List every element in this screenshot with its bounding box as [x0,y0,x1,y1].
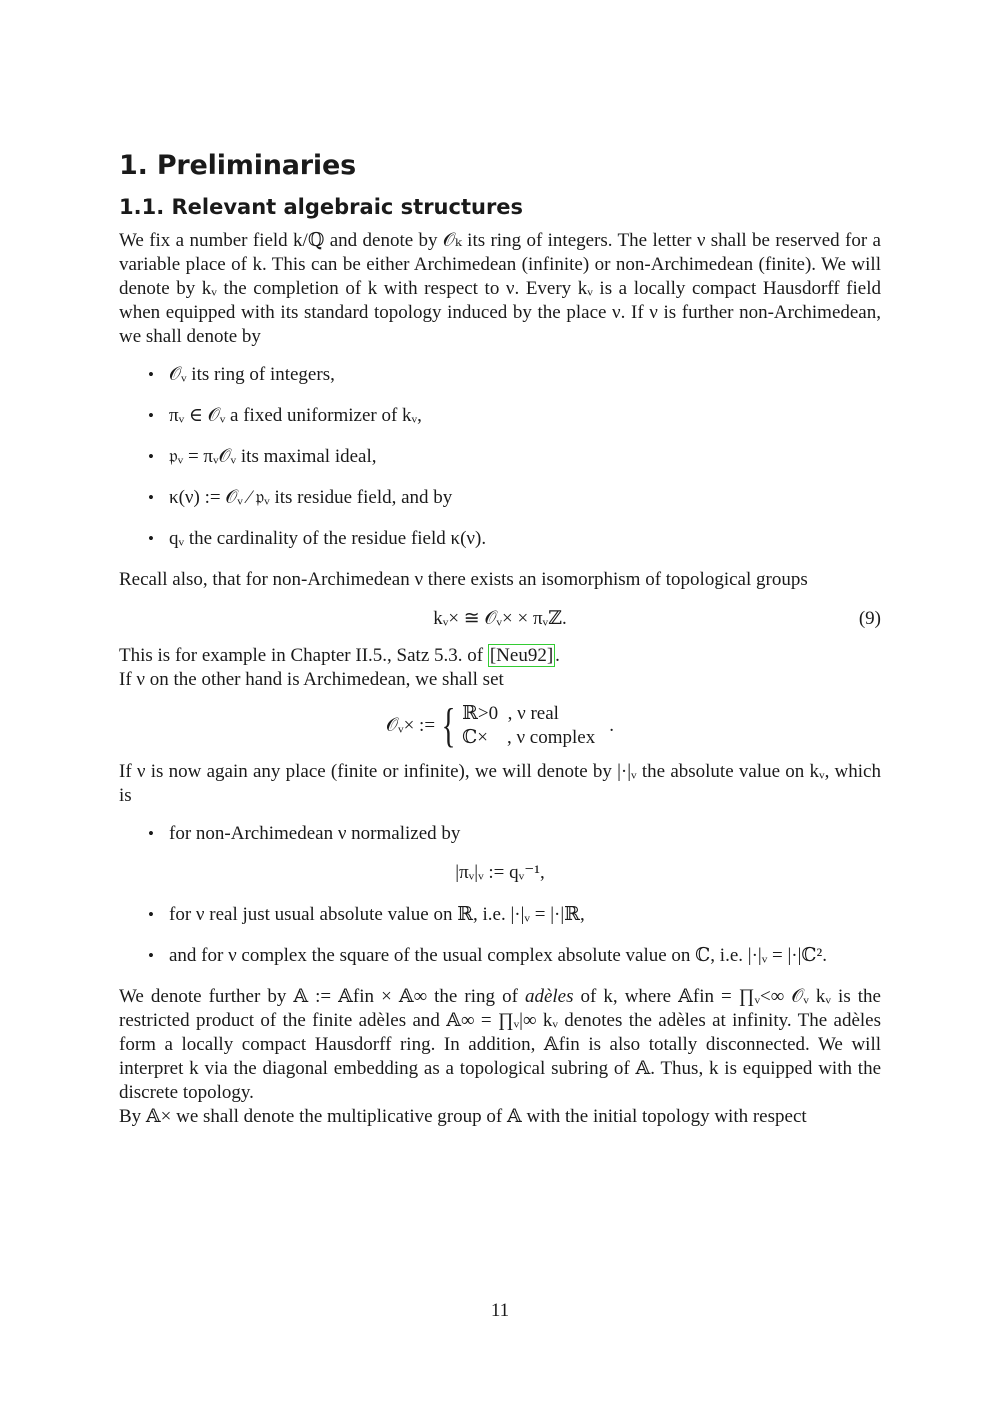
equation-number: (9) [858,608,881,629]
paragraph-adeles [119,985,881,1105]
equation-cases [119,699,881,752]
equation-abs [119,860,881,886]
case-value: ℂ× [462,727,488,748]
case-rows [462,702,595,750]
cases-end: . [609,715,614,736]
cases-lhs: 𝒪ᵥ× := [386,715,436,736]
paragraph-intro: We fix a number field k/ℚ and denote by 𝒪ₖ its ring of integers. The letter ν shall be reserved for a variable place of k. This can be either Archimedean (infinite) or non-Archimedean (finite). We will denote by kᵥ the completion of k with respect to ν. Every kᵥ is a locally compact Hausdorff field when equipped with its standard topology induced by the place ν. If ν is further non-Archimedean, we shall denote by [119,230,881,347]
list-item: • for ν real just usual absolute value on ℝ, i.e. |·|ᵥ = |·|ℝ, [119,903,881,927]
cases-block [386,699,614,752]
case-condition: , ν complex [506,727,596,748]
list-item-text: for non-Archimedean ν normalized by [169,823,461,844]
paragraph-absolute-value: If ν is now again any place (finite or infinite), we will denote by |·|ᵥ the absolute value on kᵥ, which is [119,761,881,806]
equation-abs-body: |πᵥ|ᵥ := qᵥ⁻¹, [455,862,545,883]
equation-9 [119,606,881,632]
adeles-text-before: We denote further by 𝔸 := 𝔸fin × 𝔸∞ the ring of [119,986,525,1007]
paragraph-reference [119,644,881,668]
nonarchimedean-list [119,363,881,551]
case-value: ℝ>0 [462,703,499,724]
case-condition: , ν real [507,703,559,724]
paragraph-isomorphism: Recall also, that for non-Archimedean ν there exists an isomorphism of topological groups [119,569,808,590]
list-item [119,822,881,886]
page-content [119,150,881,1129]
list-item: • 𝔭ᵥ = πᵥ𝒪ᵥ its maximal ideal, [119,445,881,469]
paragraph-archimedean: If ν on the other hand is Archimedean, we shall set [119,669,504,690]
list-item: • qᵥ the cardinality of the residue field κ(ν). [119,527,881,551]
citation-link[interactable]: [Neu92] [489,645,554,666]
reference-text-after: . [555,645,560,666]
page-number: 11 [490,1300,510,1321]
adeles-term: adèles [524,986,574,1007]
adeles-text-after: of k, where 𝔸fin = ∏ᵥ<∞ 𝒪ᵥ kᵥ is the restricted product of the finite adèles and 𝔸∞ = ∏ᵥ|∞ kᵥ denotes the adèles at infinity. The adèles form a locally compact Hausdorff ring. In addition, 𝔸fin is also totally disconnected. We will interpret k via the diagonal embedding as a topological subring of 𝔸. Thus, k is equipped with the discrete topology. [119,986,881,1103]
brace-icon: { [441,699,456,752]
reference-text-before: This is for example in Chapter II.5., Satz 5.3. of [119,645,488,666]
absolute-value-list [119,822,881,968]
equation-9-body: kᵥ× ≅ 𝒪ᵥ× × πᵥℤ. [433,608,567,629]
list-item: • πᵥ ∈ 𝒪ᵥ a fixed uniformizer of kᵥ, [119,404,881,428]
list-item: • and for ν complex the square of the usual complex absolute value on ℂ, i.e. |·|ᵥ = |·|ℂ². [119,944,881,968]
case-row [462,702,595,726]
list-item: • 𝒪ᵥ its ring of integers, [119,363,881,387]
case-row [462,726,595,750]
section-heading: 1. Preliminaries [119,150,356,181]
paragraph-ideles: By 𝔸× we shall denote the multiplicative group of 𝔸 with the initial topology with respect [119,1106,807,1127]
list-item: • κ(ν) := 𝒪ᵥ ⁄ 𝔭ᵥ its residue field, and by [119,486,881,510]
subsection-heading: 1.1. Relevant algebraic structures [119,195,524,219]
